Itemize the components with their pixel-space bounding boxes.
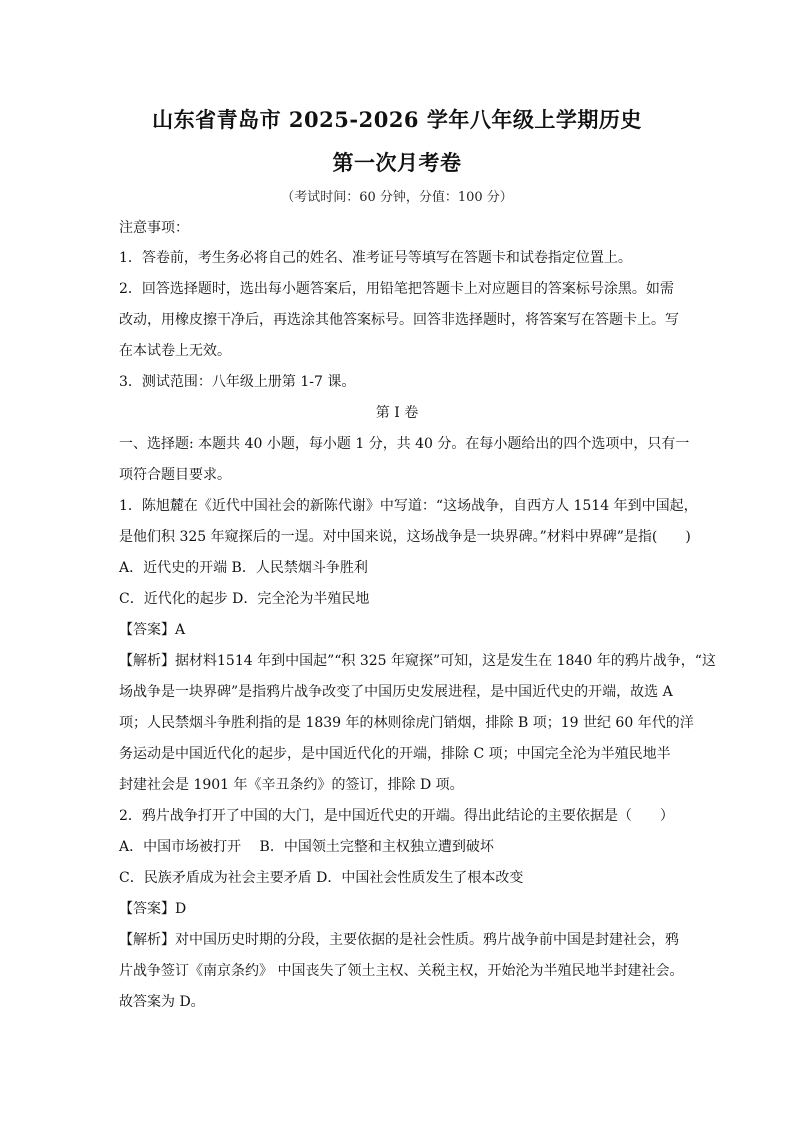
q1-analysis-line-5: 封建社会是 1901 年《辛丑条约》的签订，排除 D 项。	[119, 777, 464, 793]
notice-item-2-line-2: 改动，用橡皮擦干净后，再选涂其他答案标号。回答非选择题时，将答案写在答题卡上。写	[119, 312, 679, 328]
notice-item-2-line-1: 2．回答选择题时，选出每小题答案后，用铅笔把答题卡上对应题目的答案标号涂黑。如需	[119, 281, 674, 297]
notice-item-1: 1．答卷前，考生务必将自己的姓名、准考证号等填写在答题卡和试卷指定位置上。	[119, 250, 632, 266]
q2-analysis-line-1: 【解析】对中国历史时期的分段，主要依据的是社会性质。鸦片战争前中国是封建社会，鸦	[119, 932, 679, 948]
exam-title: 山东省青岛市 2025-2026 学年八年级上学期历史	[152, 107, 642, 132]
q2-options-line-1: A．中国市场被打开 B．中国领土完整和主权独立遭到破坏	[119, 839, 494, 855]
q1-options-line-2: C．近代化的起步 D．完全沦为半殖民地	[119, 591, 370, 607]
exam-info: （考试时间：60 分钟，分值：100 分）	[281, 190, 513, 205]
section-instruction-line-1: 一、选择题: 本题共 40 小题，每小题 1 分，共 40 分。在每小题给出的四个选项中，只有一	[119, 436, 690, 452]
volume-heading: 第 I 卷	[375, 405, 419, 421]
q2-options-line-2: C．民族矛盾成为社会主要矛盾 D．中国社会性质发生了根本改变	[119, 870, 524, 886]
q1-analysis-line-2: 场战争是一块界碑”是指鸦片战争改变了中国历史发展进程，是中国近代史的开端，故选 A	[119, 684, 673, 700]
q1-options-line-1: A．近代史的开端 B．人民禁烟斗争胜利	[119, 560, 368, 576]
q1-stem-line-2: 是他们积 325 年窥探后的一逞。对中国来说，这场战争是一块界碑。”材料中界碑”是指( )	[119, 529, 691, 545]
exam-subtitle: 第一次月考卷	[332, 150, 462, 175]
q2-analysis-line-2: 片战争签订《南京条约》 中国丧失了领土主权、关税主权，开始沦为半殖民地半封建社会。	[119, 963, 684, 979]
q2-stem: 2．鸦片战争打开了中国的大门，是中国近代史的开端。得出此结论的主要依据是（ ）	[119, 808, 674, 824]
q2-answer: 【答案】D	[119, 901, 187, 917]
q1-stem-line-1: 1．陈旭麓在《近代中国社会的新陈代谢》中写道：“这场战争，自西方人 1514 年到中国起，	[119, 498, 698, 514]
q1-analysis-line-3: 项；人民禁烟斗争胜利指的是 1839 年的林则徐虎门销烟，排除 B 项；19 世纪 60 年代的洋	[119, 715, 694, 731]
q1-analysis-line-4: 务运动是中国近代化的起步，是中国近代化的开端，排除 C 项；中国完全沦为半殖民地半	[119, 746, 671, 762]
notice-heading: 注意事项：	[119, 220, 189, 236]
q1-analysis-line-1: 【解析】据材料1514 年到中国起”“积 325 年窥探”可知，这是发生在 1840 年的鸦片战争，“这	[119, 653, 716, 669]
section-instruction-line-2: 项符合题目要求。	[119, 467, 231, 483]
notice-item-3: 3．测试范围：八年级上册第 1-7 课。	[119, 374, 356, 390]
q1-answer: 【答案】A	[119, 622, 186, 638]
q2-analysis-line-3: 故答案为 D。	[119, 994, 205, 1010]
notice-item-2-line-3: 在本试卷上无效。	[119, 343, 231, 359]
